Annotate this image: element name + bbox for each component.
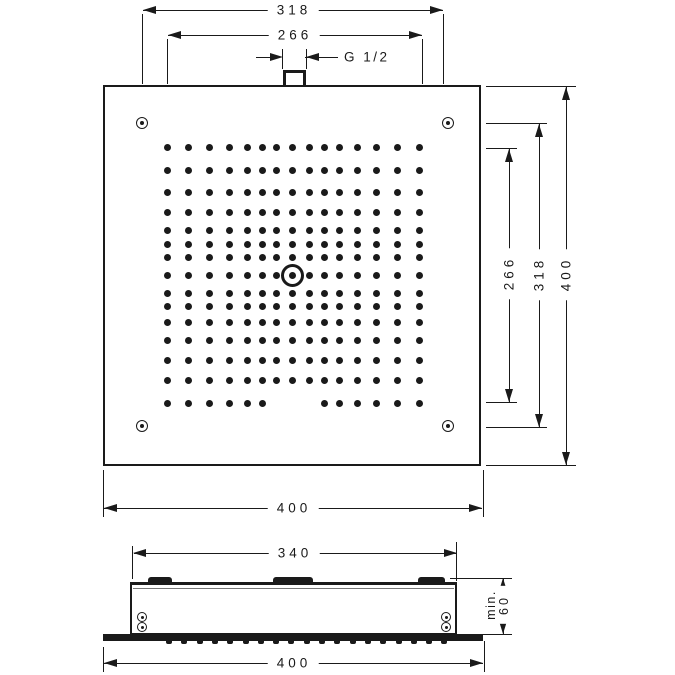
nozzle-dot [273,319,280,326]
nozzle-dot [164,241,171,248]
nozzle-tick [227,641,233,644]
min-value: 60 [497,595,511,615]
nozzle-dot [306,189,313,196]
nozzle-dot [321,144,328,151]
nozzle-dot [416,377,423,384]
dim-label-266-right: 266 [502,249,517,300]
nozzle-dot [321,303,328,310]
nozzle-dot [416,400,423,407]
nozzle-dot [185,377,192,384]
nozzle-dot [226,377,233,384]
nozzle-dot [321,319,328,326]
nozzle-dot [244,209,251,216]
nozzle-dot [206,303,213,310]
nozzle-dot [373,167,380,174]
nozzle-dot [273,241,280,248]
nozzle-dot [226,272,233,279]
nozzle-dot [336,167,343,174]
side-screw [441,622,451,632]
mounting-tab [148,577,172,583]
nozzle-dot [226,303,233,310]
nozzle-tick [212,641,218,644]
nozzle-dot [273,303,280,310]
nozzle-dot [306,319,313,326]
nozzle-dot [273,167,280,174]
nozzle-dot [416,241,423,248]
nozzle-dot [373,227,380,234]
nozzle-dot [206,189,213,196]
nozzle-dot [206,241,213,248]
nozzle-dot [226,357,233,364]
nozzle-dot [289,144,296,151]
mounting-screw [442,420,454,432]
nozzle-tick [350,641,356,644]
nozzle-dot [206,400,213,407]
nozzle-dot [336,254,343,261]
nozzle-dot [336,272,343,279]
nozzle-dot [394,144,401,151]
nozzle-tick [365,641,371,644]
nozzle-dot [185,400,192,407]
nozzle-dot [185,290,192,297]
nozzle-dot [354,144,361,151]
nozzle-dot [336,400,343,407]
nozzle-dot [336,303,343,310]
nozzle-dot [259,241,266,248]
nozzle-dot [416,357,423,364]
nozzle-dot [226,254,233,261]
nozzle-dot [394,290,401,297]
nozzle-dot [164,319,171,326]
nozzle-dot [226,337,233,344]
nozzle-dot [244,241,251,248]
nozzle-dot [373,337,380,344]
nozzle-dot [354,189,361,196]
nozzle-dot [394,303,401,310]
nozzle-dot [416,254,423,261]
nozzle-dot [354,241,361,248]
nozzle-dot [416,209,423,216]
nozzle-dot [244,290,251,297]
nozzle-dot [164,377,171,384]
nozzle-dot [373,272,380,279]
nozzle-dot [164,290,171,297]
nozzle-dot [226,290,233,297]
nozzle-dot [244,303,251,310]
nozzle-dot [336,357,343,364]
nozzle-dot [206,167,213,174]
nozzle-dot [306,227,313,234]
nozzle-dot [394,337,401,344]
nozzle-dot [373,303,380,310]
nozzle-dot [394,272,401,279]
nozzle-dot [336,209,343,216]
mounting-tab [273,577,313,583]
nozzle-dot [164,144,171,151]
nozzle-dot [416,227,423,234]
nozzle-dot [306,272,313,279]
nozzle-tick [426,641,432,644]
nozzle-dot [164,303,171,310]
nozzle-dot [336,241,343,248]
mounting-screw [136,117,148,129]
nozzle-dot [289,377,296,384]
nozzle-tick [304,641,310,644]
dim-label-318-top: 318 [268,3,319,18]
nozzle-dot [354,209,361,216]
nozzle-dot [185,254,192,261]
nozzle-dot [306,209,313,216]
nozzle-dot [416,290,423,297]
dim-label-400-topview: 400 [268,501,319,516]
nozzle-dot [206,144,213,151]
nozzle-tick [441,641,447,644]
nozzle-dot [273,209,280,216]
nozzle-dot [185,227,192,234]
nozzle-dot [336,377,343,384]
nozzle-dot [226,319,233,326]
nozzle-dot [259,144,266,151]
nozzle-dot [289,337,296,344]
nozzle-tick [319,641,325,644]
nozzle-dot [226,241,233,248]
nozzle-dot [289,241,296,248]
mounting-tab [418,577,445,583]
nozzle-dot [321,400,328,407]
nozzle-dot [354,357,361,364]
nozzle-dot [416,144,423,151]
nozzle-dot [373,290,380,297]
nozzle-dot [336,144,343,151]
nozzle-dot [354,377,361,384]
nozzle-dot [373,209,380,216]
nozzle-dot [244,272,251,279]
nozzle-dot [164,189,171,196]
nozzle-dot [289,227,296,234]
nozzle-dot [244,357,251,364]
nozzle-tick [197,641,203,644]
nozzle-dot [273,357,280,364]
nozzle-dot [394,400,401,407]
nozzle-dot [394,189,401,196]
nozzle-dot [259,303,266,310]
nozzle-dot [306,241,313,248]
side-screw [137,622,147,632]
nozzle-dot [289,303,296,310]
nozzle-tick [243,641,249,644]
nozzle-dot [244,144,251,151]
nozzle-dot [354,272,361,279]
nozzle-dot [336,337,343,344]
nozzle-dot [164,337,171,344]
nozzle-dot [394,209,401,216]
nozzle-dot [306,254,313,261]
dim-label-266-top: 266 [269,28,320,43]
nozzle-dot [185,337,192,344]
nozzle-tick [273,641,279,644]
nozzle-dot [394,319,401,326]
nozzle-dot [321,290,328,297]
nozzle-dot [321,272,328,279]
nozzle-dot [273,227,280,234]
nozzle-dot [306,337,313,344]
nozzle-dot [289,254,296,261]
nozzle-dot [416,189,423,196]
nozzle-dot [321,337,328,344]
nozzle-dot [259,189,266,196]
dim-label-400-side: 400 [268,656,319,671]
nozzle-dot [244,400,251,407]
nozzle-dot [226,209,233,216]
nozzle-dot [394,227,401,234]
nozzle-dot [259,400,266,407]
nozzle-tick [380,641,386,644]
nozzle-dot [185,144,192,151]
nozzle-dot [306,290,313,297]
nozzle-dot [321,167,328,174]
nozzle-dot [321,241,328,248]
nozzle-dot [416,272,423,279]
nozzle-dot [259,319,266,326]
mounting-screw [442,117,454,129]
nozzle-dot [244,377,251,384]
nozzle-dot [416,167,423,174]
nozzle-dot [206,272,213,279]
nozzle-dot [273,254,280,261]
nozzle-dot [394,357,401,364]
nozzle-tick [396,641,402,644]
nozzle-dot [206,254,213,261]
nozzle-dot [336,290,343,297]
nozzle-dot [164,254,171,261]
nozzle-tick [334,641,340,644]
nozzle-dot [164,227,171,234]
nozzle-tick [181,641,187,644]
nozzle-dot [354,227,361,234]
nozzle-dot [336,189,343,196]
nozzle-dot [321,227,328,234]
nozzle-dot [185,241,192,248]
nozzle-dot [289,290,296,297]
nozzle-dot [206,377,213,384]
nozzle-dot [259,337,266,344]
nozzle-dot [289,319,296,326]
nozzle-dot [185,303,192,310]
nozzle-dot [164,400,171,407]
nozzle-tick [166,641,172,644]
nozzle-dot [289,357,296,364]
center-nozzle-dot [289,272,296,279]
nozzle-dot [354,254,361,261]
nozzle-dot [373,400,380,407]
nozzle-dot [354,337,361,344]
nozzle-dot [244,227,251,234]
nozzle-dot [354,167,361,174]
nozzle-dot [185,319,192,326]
nozzle-dot [244,254,251,261]
nozzle-dot [259,209,266,216]
nozzle-dot [206,357,213,364]
nozzle-dot [321,357,328,364]
dim-label-340-side: 340 [269,546,320,561]
nozzle-dot [373,254,380,261]
nozzle-dot [321,254,328,261]
nozzle-dot [336,227,343,234]
nozzle-dot [164,209,171,216]
nozzle-dot [394,254,401,261]
nozzle-dot [164,357,171,364]
nozzle-dot [394,377,401,384]
nozzle-dot [373,377,380,384]
nozzle-dot [273,144,280,151]
nozzle-dot [354,290,361,297]
nozzle-dot [226,144,233,151]
side-screw [441,612,451,622]
nozzle-dot [306,303,313,310]
nozzle-dot [354,319,361,326]
nozzle-dot [164,167,171,174]
nozzle-dot [273,377,280,384]
nozzle-dot [354,303,361,310]
dim-label-400-right: 400 [559,250,574,301]
nozzle-dot [373,241,380,248]
nozzle-dot [259,290,266,297]
nozzle-dot [185,357,192,364]
nozzle-dot [185,209,192,216]
nozzle-dot [273,337,280,344]
thread-label: G 1/2 [344,49,390,65]
nozzle-dot [306,357,313,364]
nozzle-dot [373,319,380,326]
nozzle-dot [394,241,401,248]
nozzle-dot [273,272,280,279]
nozzle-dot [416,337,423,344]
nozzle-dot [226,400,233,407]
nozzle-dot [289,209,296,216]
nozzle-dot [321,377,328,384]
nozzle-dot [206,209,213,216]
nozzle-dot [306,144,313,151]
nozzle-dot [259,272,266,279]
nozzle-dot [259,357,266,364]
nozzle-dot [373,189,380,196]
nozzle-dot [206,337,213,344]
nozzle-dot [373,144,380,151]
nozzle-dot [206,227,213,234]
mounting-screw [136,420,148,432]
nozzle-dot [164,272,171,279]
nozzle-dot [226,167,233,174]
nozzle-dot [321,209,328,216]
nozzle-tick [288,641,294,644]
nozzle-dot [244,337,251,344]
nozzle-dot [373,357,380,364]
nozzle-dot [259,167,266,174]
nozzle-dot [273,189,280,196]
nozzle-tick [411,641,417,644]
nozzle-dot [259,254,266,261]
nozzle-dot [259,227,266,234]
nozzle-dot [206,290,213,297]
min-text: min. [484,590,498,620]
nozzle-dot [244,167,251,174]
nozzle-dot [354,400,361,407]
nozzle-dot [226,227,233,234]
nozzle-dot [336,319,343,326]
side-screw [137,612,147,622]
nozzle-dot [244,189,251,196]
nozzle-dot [321,189,328,196]
nozzle-dot [306,377,313,384]
nozzle-dot [289,189,296,196]
nozzle-dot [226,189,233,196]
nozzle-dot [244,319,251,326]
nozzle-dot [206,319,213,326]
nozzle-dot [394,167,401,174]
nozzle-dot [306,167,313,174]
nozzle-dot [416,319,423,326]
nozzle-dot [185,189,192,196]
nozzle-dot [259,377,266,384]
nozzle-dot [289,167,296,174]
nozzle-dot [273,290,280,297]
nozzle-dot [185,167,192,174]
dim-label-318-right: 318 [532,250,547,301]
nozzle-tick [258,641,264,644]
nozzle-dot [185,272,192,279]
nozzle-dot [416,303,423,310]
